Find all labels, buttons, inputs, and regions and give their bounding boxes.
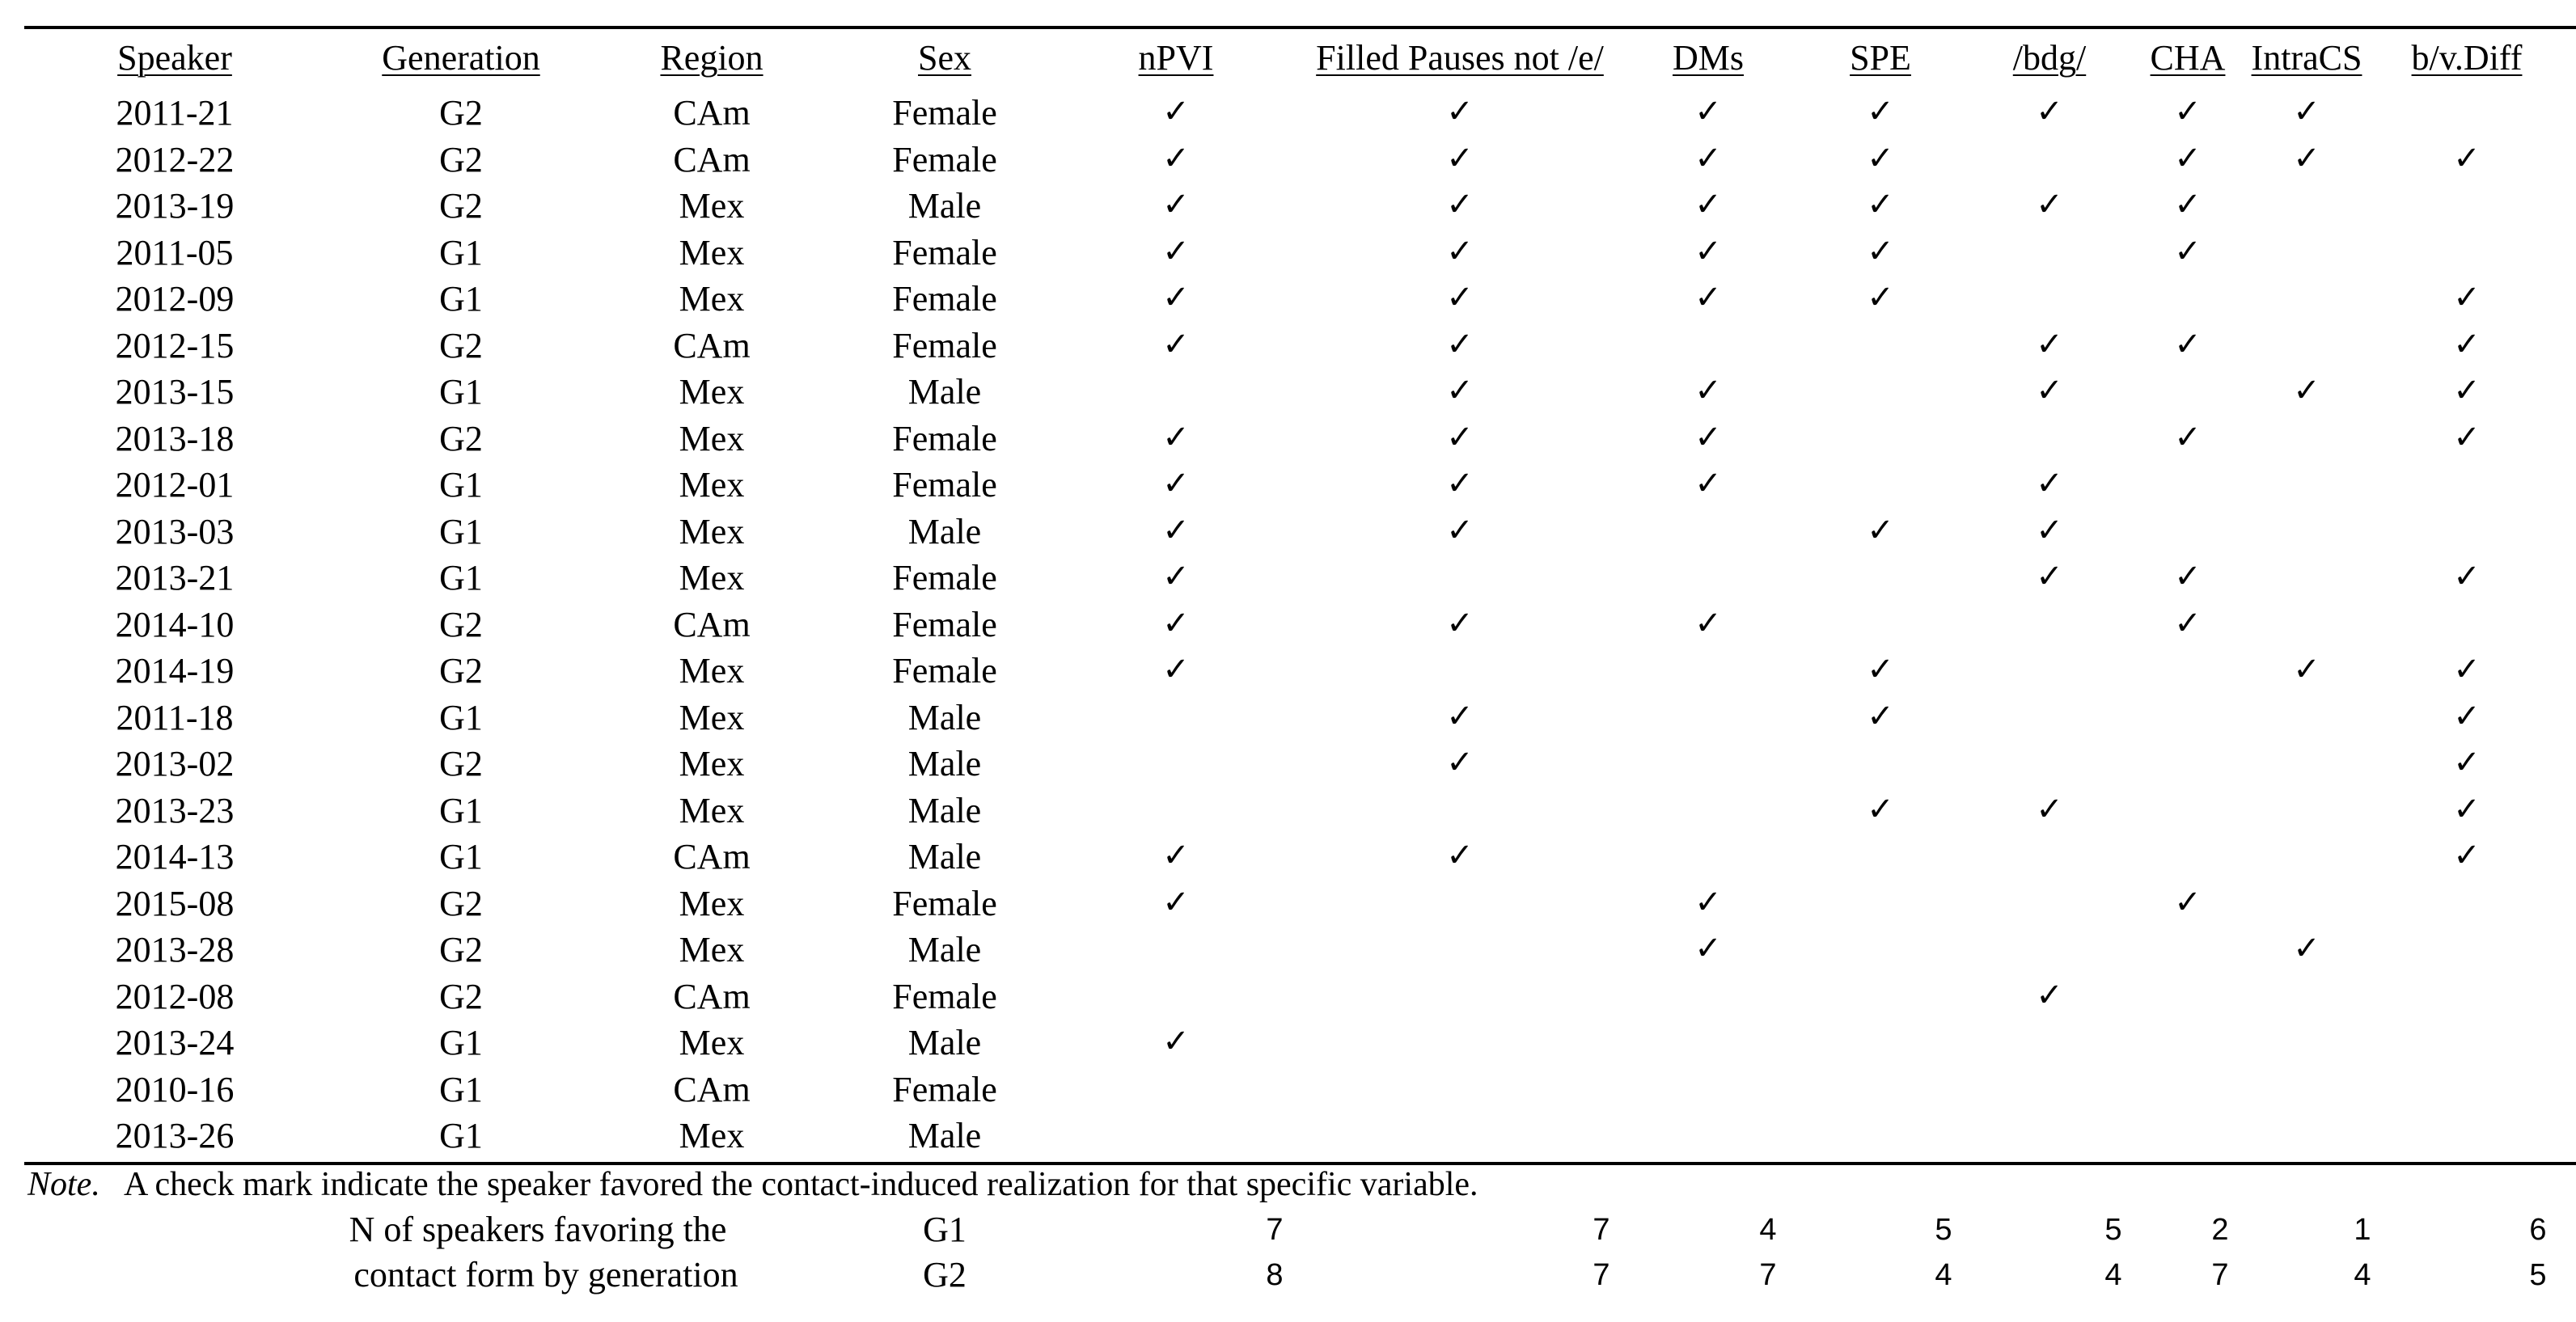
- sex-cell: Male: [907, 744, 982, 783]
- sex-cell: Male: [907, 1116, 982, 1155]
- summary-count: 7: [2211, 1258, 2229, 1292]
- region-cell: Mex: [679, 930, 745, 969]
- summary-count: 5: [2104, 1213, 2122, 1247]
- check-mark-icon: ✓: [1694, 139, 1722, 177]
- check-mark-icon: ✓: [1446, 372, 1474, 409]
- sex-cell: Female: [892, 232, 997, 272]
- sex-cell: Female: [892, 976, 997, 1016]
- sex-cell: Female: [892, 1069, 997, 1109]
- check-mark-icon: ✓: [2453, 325, 2481, 363]
- column-header: Generation: [382, 38, 540, 78]
- summary-count: 6: [2529, 1213, 2547, 1247]
- speaker-cell: 2012-22: [115, 139, 235, 180]
- speaker-cell: 2015-08: [115, 883, 235, 923]
- note-text: A check mark indicate the speaker favored the contact-induced realization for that specific variable.: [124, 1166, 1478, 1203]
- check-mark-icon: ✓: [2174, 883, 2202, 921]
- summary-count: 1: [2354, 1213, 2371, 1247]
- region-cell: Mex: [679, 790, 745, 830]
- check-mark-icon: ✓: [1162, 186, 1190, 223]
- check-mark-icon: ✓: [1162, 325, 1190, 363]
- check-mark-icon: ✓: [1162, 279, 1190, 316]
- check-mark-icon: ✓: [2036, 976, 2063, 1014]
- check-mark-icon: ✓: [1162, 558, 1190, 595]
- sex-cell: Female: [892, 558, 997, 598]
- generation-cell: G2: [439, 744, 483, 783]
- sex-cell: Male: [907, 511, 982, 551]
- generation-cell: G1: [439, 511, 483, 551]
- check-mark-icon: ✓: [1867, 93, 1894, 130]
- column-header: SPE: [1850, 38, 1911, 78]
- check-mark-icon: ✓: [1446, 232, 1474, 270]
- generation-cell: G2: [439, 604, 483, 644]
- check-mark-icon: ✓: [1694, 465, 1722, 502]
- check-mark-icon: ✓: [1694, 93, 1722, 130]
- check-mark-icon: ✓: [1446, 93, 1474, 130]
- check-mark-icon: ✓: [2036, 558, 2063, 595]
- check-mark-icon: ✓: [2453, 372, 2481, 409]
- check-mark-icon: ✓: [1162, 418, 1190, 456]
- summary-count: 4: [1935, 1258, 1952, 1292]
- column-header: /bdg/: [2012, 38, 2087, 78]
- generation-cell: G2: [439, 93, 483, 133]
- check-mark-icon: ✓: [1694, 232, 1722, 270]
- check-mark-icon: ✓: [1446, 604, 1474, 642]
- column-header: Filled Pauses not /e/: [1316, 38, 1604, 78]
- check-mark-icon: ✓: [1694, 883, 1722, 921]
- check-mark-icon: ✓: [1867, 232, 1894, 270]
- sex-cell: Female: [892, 651, 997, 691]
- check-mark-icon: ✓: [2453, 558, 2481, 595]
- check-mark-icon: ✓: [1162, 651, 1190, 688]
- column-header: Region: [660, 38, 763, 78]
- summary-count: 4: [1759, 1213, 1777, 1247]
- region-cell: CAm: [673, 604, 751, 644]
- speaker-cell: 2011-05: [116, 232, 234, 272]
- generation-cell: G1: [439, 232, 483, 272]
- sex-cell: Male: [907, 790, 982, 830]
- check-mark-icon: ✓: [2453, 790, 2481, 828]
- check-mark-icon: ✓: [1446, 186, 1474, 223]
- summary-generation: G1: [923, 1210, 967, 1249]
- check-mark-icon: ✓: [1162, 1023, 1190, 1060]
- region-cell: Mex: [679, 883, 745, 923]
- check-mark-icon: ✓: [1867, 790, 1894, 828]
- summary-count: 5: [1935, 1213, 1952, 1247]
- check-mark-icon: ✓: [1694, 372, 1722, 409]
- speaker-cell: 2011-18: [116, 697, 234, 737]
- column-header: Speaker: [117, 38, 232, 78]
- sex-cell: Female: [892, 325, 997, 365]
- check-mark-icon: ✓: [1867, 279, 1894, 316]
- generation-cell: G2: [439, 325, 483, 365]
- speaker-cell: 2013-02: [115, 744, 235, 783]
- check-mark-icon: ✓: [2174, 186, 2202, 223]
- summary-count: 7: [1759, 1258, 1777, 1292]
- summary-count: 5: [2529, 1258, 2547, 1292]
- check-mark-icon: ✓: [2453, 744, 2481, 781]
- check-mark-icon: ✓: [1694, 418, 1722, 456]
- check-mark-icon: ✓: [1446, 279, 1474, 316]
- check-mark-icon: ✓: [2174, 558, 2202, 595]
- sex-cell: Female: [892, 883, 997, 923]
- speaker-cell: 2014-19: [115, 651, 235, 691]
- summary-count: 2: [2211, 1213, 2229, 1247]
- generation-cell: G1: [439, 558, 483, 598]
- check-mark-icon: ✓: [1446, 325, 1474, 363]
- check-mark-icon: ✓: [2453, 837, 2481, 874]
- generation-cell: G1: [439, 279, 483, 319]
- summary-count: 4: [2354, 1258, 2371, 1292]
- check-mark-icon: ✓: [2036, 511, 2063, 549]
- speaker-cell: 2013-15: [115, 372, 235, 412]
- generation-cell: G2: [439, 139, 483, 180]
- column-header: CHA: [2150, 38, 2226, 78]
- generation-cell: G1: [439, 1023, 483, 1062]
- check-mark-icon: ✓: [1867, 186, 1894, 223]
- summary-count: 7: [1266, 1213, 1284, 1247]
- region-cell: Mex: [679, 511, 745, 551]
- check-mark-icon: ✓: [2174, 604, 2202, 642]
- check-mark-icon: ✓: [1162, 511, 1190, 549]
- speaker-cell: 2014-13: [115, 837, 235, 876]
- check-mark-icon: ✓: [1162, 93, 1190, 130]
- speaker-cell: 2013-26: [115, 1116, 235, 1155]
- check-mark-icon: ✓: [1446, 418, 1474, 456]
- check-mark-icon: ✓: [2036, 93, 2063, 130]
- check-mark-icon: ✓: [2036, 790, 2063, 828]
- check-mark-icon: ✓: [2174, 93, 2202, 130]
- sex-cell: Female: [892, 418, 997, 458]
- region-cell: Mex: [679, 186, 745, 226]
- check-mark-icon: ✓: [2453, 651, 2481, 688]
- table-note: [27, 1164, 1478, 1205]
- check-mark-icon: ✓: [2453, 418, 2481, 456]
- sex-cell: Male: [907, 372, 982, 412]
- column-header: DMs: [1672, 38, 1745, 78]
- speaker-cell: 2014-10: [115, 604, 235, 644]
- generation-cell: G2: [439, 651, 483, 691]
- generation-cell: G1: [439, 790, 483, 830]
- column-header: b/v.Diff: [2411, 38, 2523, 78]
- column-header: nPVI: [1138, 38, 1214, 78]
- check-mark-icon: ✓: [1446, 465, 1474, 502]
- check-mark-icon: ✓: [2453, 279, 2481, 316]
- speaker-cell: 2013-18: [115, 418, 235, 458]
- sex-cell: Male: [907, 837, 982, 876]
- speaker-cell: 2013-03: [115, 511, 235, 551]
- region-cell: Mex: [679, 372, 745, 412]
- region-cell: Mex: [679, 558, 745, 598]
- generation-cell: G1: [439, 1069, 483, 1109]
- check-mark-icon: ✓: [1162, 604, 1190, 642]
- check-mark-icon: ✓: [2453, 697, 2481, 735]
- sex-cell: Female: [892, 604, 997, 644]
- check-mark-icon: ✓: [2293, 139, 2320, 177]
- region-cell: CAm: [673, 139, 751, 180]
- sex-cell: Male: [907, 697, 982, 737]
- region-cell: CAm: [673, 1069, 751, 1109]
- region-cell: CAm: [673, 325, 751, 365]
- sex-cell: Female: [892, 465, 997, 505]
- speaker-cell: 2013-24: [115, 1023, 235, 1062]
- generation-cell: G1: [439, 372, 483, 412]
- check-mark-icon: ✓: [1867, 139, 1894, 177]
- region-cell: Mex: [679, 279, 745, 319]
- check-mark-icon: ✓: [1162, 232, 1190, 270]
- column-header: Sex: [918, 38, 971, 78]
- region-cell: Mex: [679, 697, 745, 737]
- check-mark-icon: ✓: [2174, 232, 2202, 270]
- speaker-cell: 2010-16: [115, 1069, 235, 1109]
- generation-cell: G1: [439, 697, 483, 737]
- check-mark-icon: ✓: [1694, 186, 1722, 223]
- speaker-cell: 2012-09: [115, 279, 235, 319]
- check-mark-icon: ✓: [1694, 279, 1722, 316]
- region-cell: Mex: [679, 1116, 745, 1155]
- summary-label-line2: contact form by generation: [353, 1255, 738, 1295]
- summary-count: 8: [1266, 1258, 1284, 1292]
- region-cell: Mex: [679, 232, 745, 272]
- generation-cell: G1: [439, 465, 483, 505]
- generation-cell: G2: [439, 186, 483, 226]
- summary-generation: G2: [923, 1255, 967, 1295]
- check-mark-icon: ✓: [2174, 418, 2202, 456]
- region-cell: Mex: [679, 465, 745, 505]
- check-mark-icon: ✓: [1446, 511, 1474, 549]
- sex-cell: Male: [907, 186, 982, 226]
- check-mark-icon: ✓: [2036, 372, 2063, 409]
- check-mark-icon: ✓: [2453, 139, 2481, 177]
- note-label: Note.: [27, 1166, 100, 1203]
- generation-cell: G2: [439, 883, 483, 923]
- sex-cell: Female: [892, 139, 997, 180]
- check-mark-icon: ✓: [1694, 604, 1722, 642]
- region-cell: Mex: [679, 744, 745, 783]
- speaker-cell: 2011-21: [116, 93, 234, 133]
- check-mark-icon: ✓: [2036, 325, 2063, 363]
- check-mark-icon: ✓: [1446, 139, 1474, 177]
- check-mark-icon: ✓: [1162, 883, 1190, 921]
- check-mark-icon: ✓: [1867, 697, 1894, 735]
- speaker-cell: 2013-19: [115, 186, 235, 226]
- check-mark-icon: ✓: [2293, 93, 2320, 130]
- generation-cell: G2: [439, 976, 483, 1016]
- region-cell: CAm: [673, 837, 751, 876]
- check-mark-icon: ✓: [2036, 465, 2063, 502]
- region-cell: Mex: [679, 1023, 745, 1062]
- sex-cell: Female: [892, 279, 997, 319]
- speaker-cell: 2012-15: [115, 325, 235, 365]
- summary-count: 7: [1593, 1213, 1610, 1247]
- column-header: IntraCS: [2251, 38, 2362, 78]
- region-cell: CAm: [673, 976, 751, 1016]
- sex-cell: Female: [892, 93, 997, 133]
- check-mark-icon: ✓: [1446, 744, 1474, 781]
- speaker-cell: 2012-01: [115, 465, 235, 505]
- check-mark-icon: ✓: [2293, 651, 2320, 688]
- summary-count: 4: [2104, 1258, 2122, 1292]
- generation-cell: G2: [439, 930, 483, 969]
- check-mark-icon: ✓: [1694, 930, 1722, 967]
- check-mark-icon: ✓: [1162, 465, 1190, 502]
- check-mark-icon: ✓: [1162, 837, 1190, 874]
- region-cell: Mex: [679, 418, 745, 458]
- check-mark-icon: ✓: [1446, 837, 1474, 874]
- generation-cell: G2: [439, 418, 483, 458]
- sex-cell: Male: [907, 930, 982, 969]
- check-mark-icon: ✓: [2036, 186, 2063, 223]
- speaker-cell: 2013-28: [115, 930, 235, 969]
- check-mark-icon: ✓: [1162, 139, 1190, 177]
- check-mark-icon: ✓: [1446, 697, 1474, 735]
- summary-count: 7: [1593, 1258, 1610, 1292]
- region-cell: CAm: [673, 93, 751, 133]
- check-mark-icon: ✓: [2174, 325, 2202, 363]
- speaker-cell: 2013-23: [115, 790, 235, 830]
- check-mark-icon: ✓: [2293, 372, 2320, 409]
- speaker-cell: 2012-08: [115, 976, 235, 1016]
- check-mark-icon: ✓: [2174, 139, 2202, 177]
- summary-label-line1: N of speakers favoring the: [349, 1210, 727, 1249]
- check-mark-icon: ✓: [2293, 930, 2320, 967]
- generation-cell: G1: [439, 837, 483, 876]
- region-cell: Mex: [679, 651, 745, 691]
- sex-cell: Male: [907, 1023, 982, 1062]
- top-rule: [24, 26, 2576, 29]
- check-mark-icon: ✓: [1867, 651, 1894, 688]
- generation-cell: G1: [439, 1116, 483, 1155]
- check-mark-icon: ✓: [1867, 511, 1894, 549]
- speaker-cell: 2013-21: [115, 558, 235, 598]
